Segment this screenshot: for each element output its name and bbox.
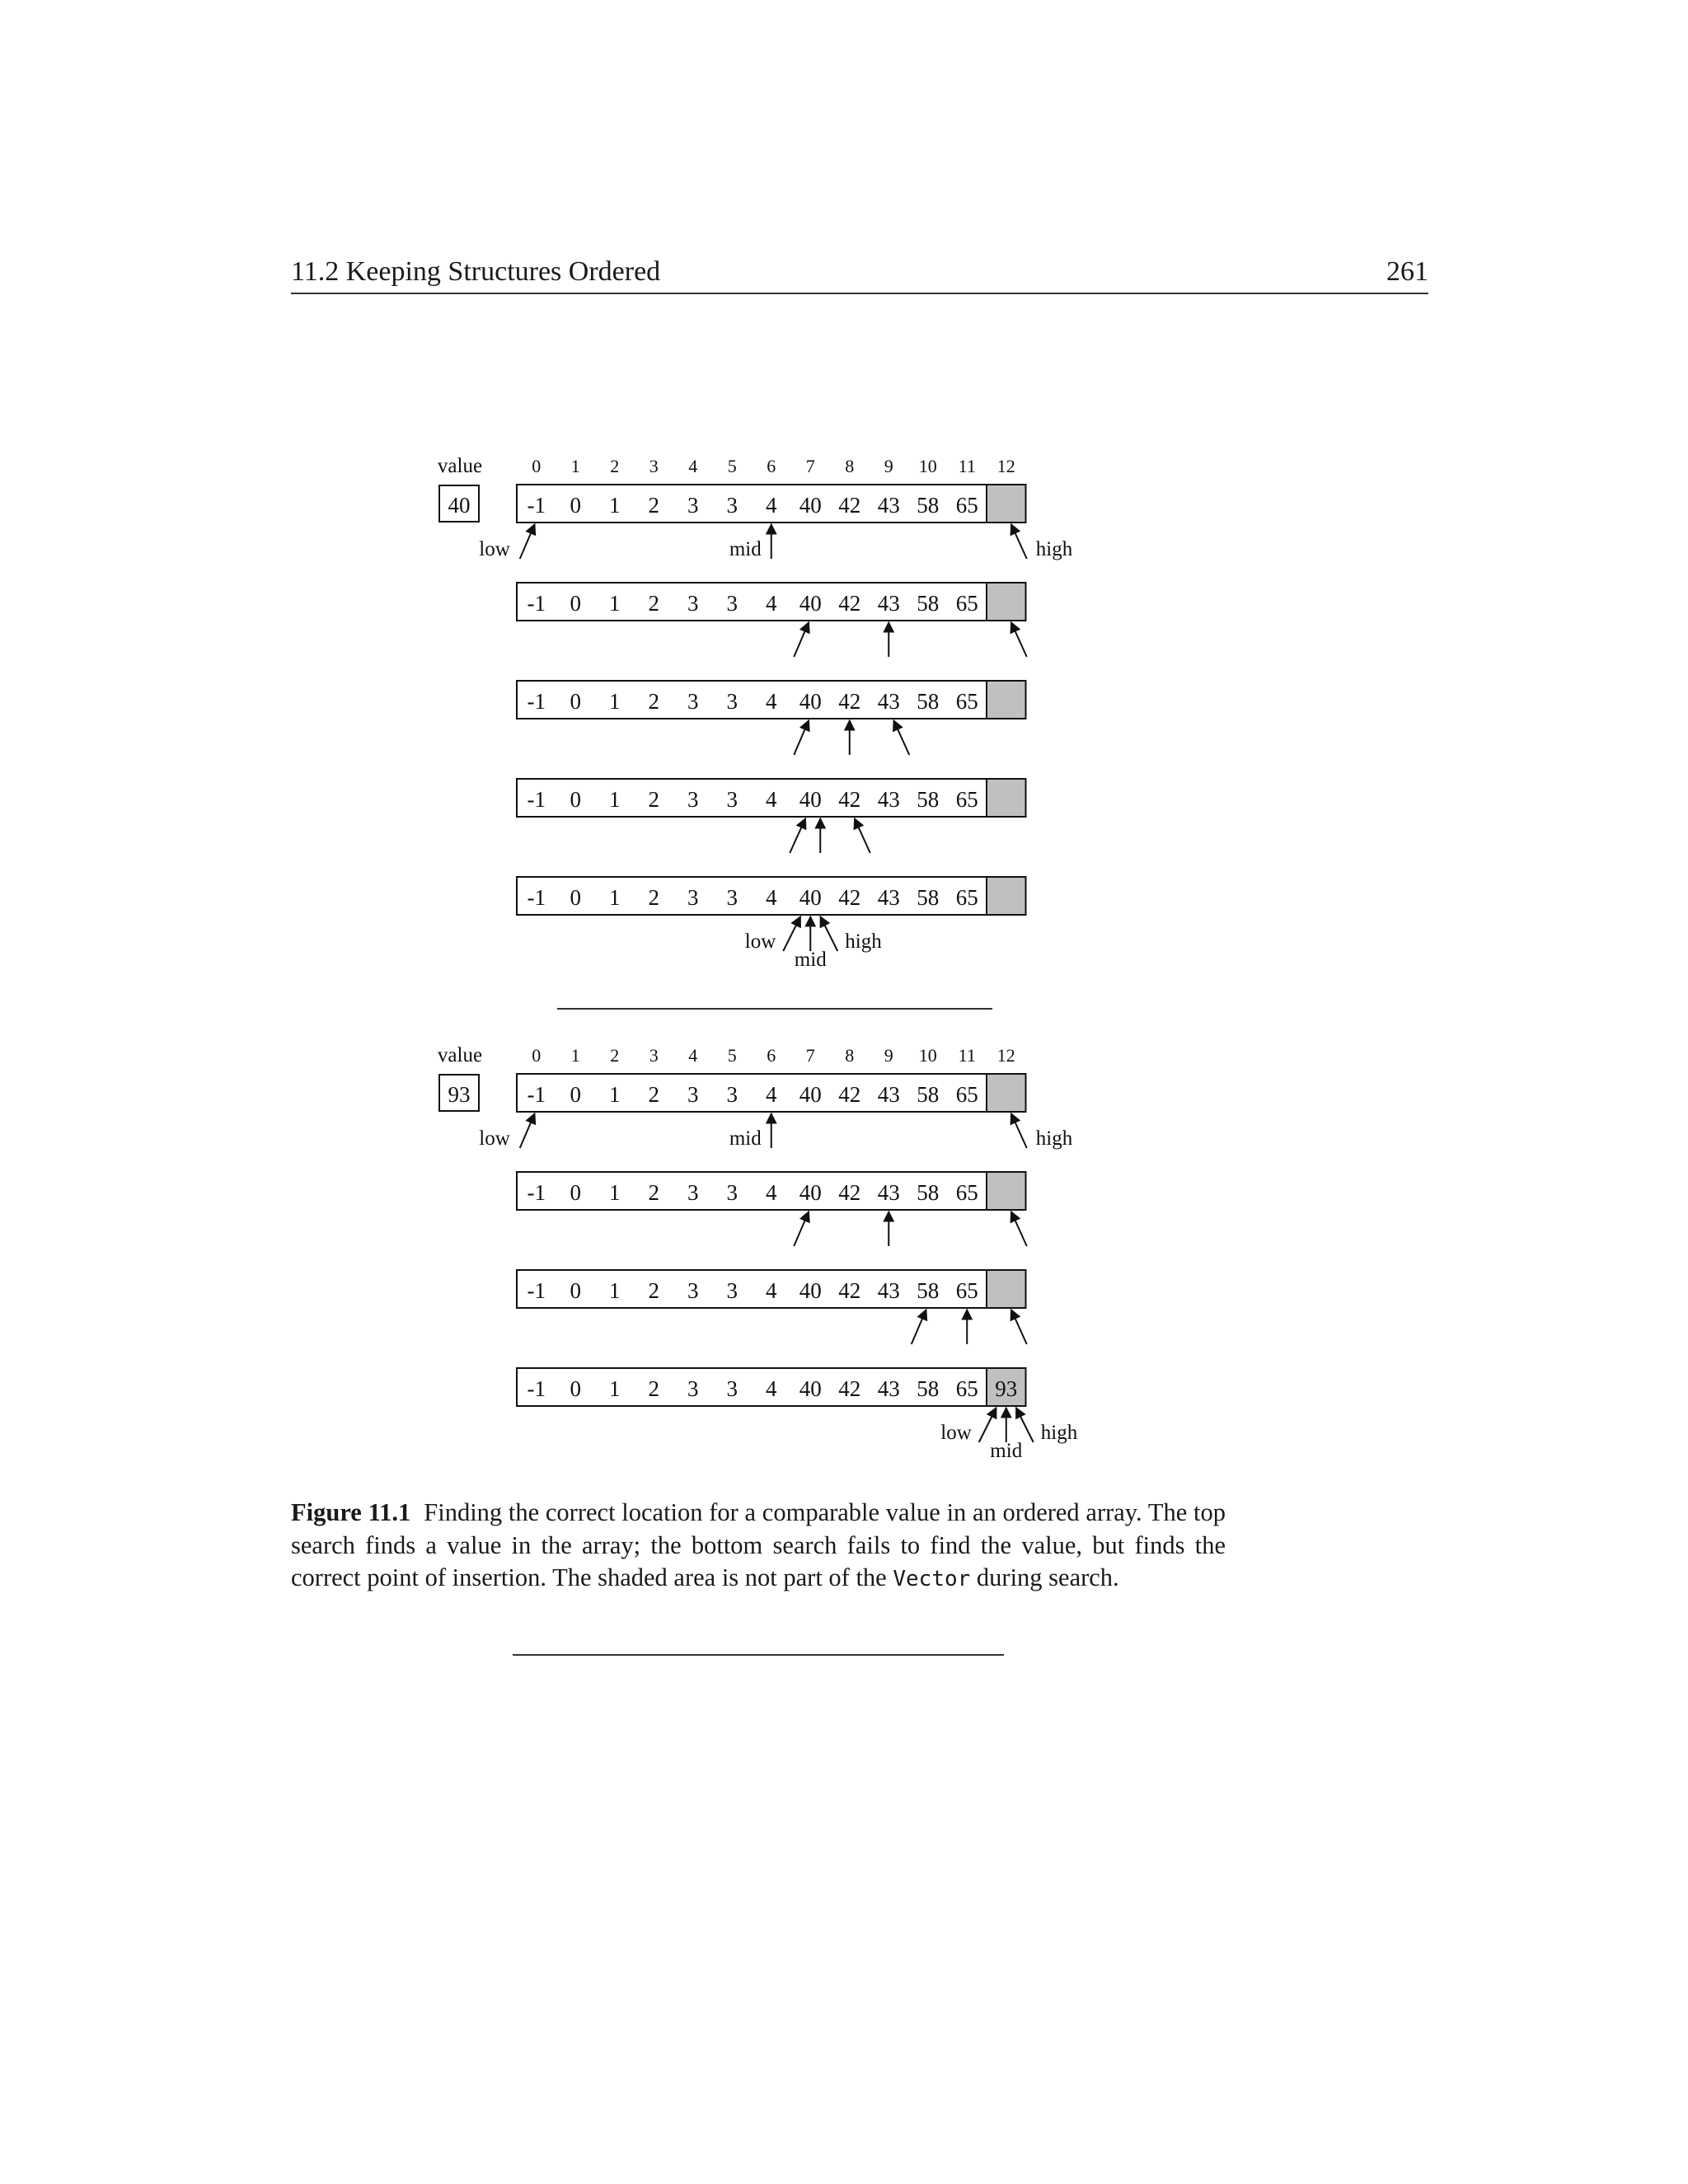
index-label: 0	[532, 456, 542, 476]
array-value: -1	[527, 1376, 546, 1401]
array-value: 0	[570, 787, 581, 812]
array-value: 40	[799, 689, 822, 714]
array-value: 1	[609, 591, 621, 616]
array-value: 1	[609, 1082, 621, 1107]
array-value: 42	[838, 1180, 861, 1205]
array-value: 3	[687, 1180, 699, 1205]
array-value: 43	[877, 885, 900, 910]
array-value: 3	[726, 591, 738, 616]
array-value: 2	[648, 1180, 659, 1205]
array-value: 58	[917, 591, 940, 616]
array-value: 2	[648, 689, 659, 714]
low-label: low	[479, 538, 510, 560]
array-value: 3	[687, 591, 699, 616]
low-arrow	[912, 1310, 926, 1344]
array-value: 40	[799, 1082, 822, 1107]
array-value: 4	[766, 1376, 777, 1401]
index-label: 7	[805, 1045, 815, 1066]
array-value: 4	[766, 1180, 777, 1205]
array-value: 65	[955, 1376, 978, 1401]
shaded-cell	[987, 877, 1026, 915]
shaded-cell	[987, 1074, 1026, 1112]
array-value: -1	[527, 591, 546, 616]
array-value: 58	[917, 1180, 940, 1205]
array-value: 0	[570, 1278, 581, 1303]
array-value: 40	[799, 885, 822, 910]
shaded-cell	[987, 681, 1026, 719]
bottom-rule	[513, 1654, 1004, 1656]
array-value: 40	[799, 1180, 822, 1205]
high-arrow	[1011, 1310, 1027, 1344]
mid-label: mid	[729, 538, 762, 560]
value-label: value	[437, 455, 483, 477]
search-value: 93	[448, 1082, 471, 1107]
caption-label: Figure 11.1	[291, 1498, 411, 1526]
array-value: 3	[726, 1376, 738, 1401]
array-value: 0	[570, 1376, 581, 1401]
index-label: 1	[570, 456, 580, 476]
low-arrow	[794, 1212, 809, 1246]
caption-text-before: Finding the correct location for a comparable value in an ordered array. The top search finds a value in the array; the bottom search fails to find the value, but finds the correct point of insertion. The shaded area is not part of the	[291, 1498, 1226, 1591]
array-value: 1	[609, 885, 621, 910]
array-value: 65	[955, 1082, 978, 1107]
index-label: 5	[727, 1045, 737, 1066]
high-arrow	[1011, 1212, 1027, 1246]
page-number: 261	[1386, 256, 1428, 287]
index-label: 4	[688, 456, 698, 476]
array-value: 3	[687, 689, 699, 714]
low-label: low	[479, 1127, 510, 1150]
low-label: low	[744, 930, 776, 953]
shaded-cell	[987, 1270, 1026, 1308]
array-value: 1	[609, 689, 621, 714]
index-label: 2	[610, 1045, 620, 1066]
shaded-cell	[987, 1172, 1026, 1210]
high-arrow	[855, 818, 870, 853]
array-value: -1	[527, 493, 546, 518]
high-arrow	[893, 720, 909, 755]
index-label: 6	[767, 456, 776, 476]
low-arrow	[794, 720, 809, 755]
low-arrow	[520, 1113, 535, 1148]
array-value: 2	[648, 591, 659, 616]
array-value: 42	[838, 885, 861, 910]
array-value: 2	[648, 787, 659, 812]
index-label: 11	[958, 456, 976, 476]
array-value: 3	[687, 787, 699, 812]
shaded-cell	[987, 779, 1026, 817]
array-value: 4	[766, 1278, 777, 1303]
high-arrow	[1011, 1113, 1027, 1148]
figure-caption	[291, 1497, 1226, 1596]
array-value: 4	[766, 689, 777, 714]
array-value: 58	[917, 787, 940, 812]
array-value: 2	[648, 885, 659, 910]
array-value: -1	[527, 1180, 546, 1205]
index-label: 1	[570, 1045, 580, 1066]
array-value: 40	[799, 787, 822, 812]
array-value: 0	[570, 885, 581, 910]
array-value: 42	[838, 787, 861, 812]
index-label: 3	[649, 456, 659, 476]
index-label: 6	[767, 1045, 776, 1066]
array-value: 3	[687, 885, 699, 910]
index-label: 12	[996, 1045, 1015, 1066]
array-value: 3	[726, 689, 738, 714]
array-value: 65	[955, 493, 978, 518]
array-value: -1	[527, 787, 546, 812]
index-label: 10	[918, 456, 937, 476]
array-value: 42	[838, 1278, 861, 1303]
high-label: high	[1040, 1422, 1078, 1444]
index-label: 11	[958, 1045, 976, 1066]
high-arrow	[820, 916, 837, 951]
high-label: high	[845, 930, 882, 953]
caption-text-after: during search.	[970, 1563, 1119, 1591]
array-value: 2	[648, 493, 659, 518]
high-label: high	[1035, 538, 1073, 560]
array-value: 3	[726, 1278, 738, 1303]
array-value: 3	[687, 493, 699, 518]
mid-label: mid	[729, 1127, 762, 1150]
array-value: 3	[726, 885, 738, 910]
high-arrow	[1011, 524, 1027, 559]
mid-label: mid	[794, 949, 827, 971]
inserted-value: 93	[995, 1376, 1018, 1401]
array-value: 1	[609, 1376, 621, 1401]
array-value: 3	[687, 1278, 699, 1303]
shaded-cell	[987, 485, 1026, 523]
index-label: 2	[610, 456, 620, 476]
array-value: 4	[766, 1082, 777, 1107]
array-value: 4	[766, 787, 777, 812]
array-value: 1	[609, 1278, 621, 1303]
array-value: 2	[648, 1376, 659, 1401]
array-value: 3	[687, 1376, 699, 1401]
index-label: 3	[649, 1045, 659, 1066]
value-label: value	[437, 1044, 483, 1066]
array-value: 43	[877, 591, 900, 616]
low-arrow	[979, 1408, 996, 1442]
array-value: 65	[955, 1180, 978, 1205]
low-arrow	[790, 818, 805, 853]
array-value: 42	[838, 591, 861, 616]
array-value: 42	[838, 689, 861, 714]
array-value: 42	[838, 493, 861, 518]
array-value: 43	[877, 787, 900, 812]
array-value: 40	[799, 1278, 822, 1303]
array-value: -1	[527, 885, 546, 910]
array-value: 58	[917, 1376, 940, 1401]
array-value: 43	[877, 493, 900, 518]
array-value: 65	[955, 689, 978, 714]
array-value: 43	[877, 1376, 900, 1401]
index-label: 10	[918, 1045, 937, 1066]
array-value: 43	[877, 1180, 900, 1205]
array-value: 3	[726, 1180, 738, 1205]
array-value: 0	[570, 1082, 581, 1107]
index-label: 8	[845, 456, 855, 476]
array-value: 58	[917, 493, 940, 518]
array-value: 40	[799, 591, 822, 616]
high-arrow	[1011, 622, 1027, 657]
array-value: 65	[955, 591, 978, 616]
array-value: 3	[726, 493, 738, 518]
index-label: 9	[884, 1045, 893, 1066]
array-value: 1	[609, 493, 621, 518]
array-value: 42	[838, 1376, 861, 1401]
array-value: 0	[570, 493, 581, 518]
array-value: 65	[955, 787, 978, 812]
array-value: 4	[766, 493, 777, 518]
array-value: 65	[955, 1278, 978, 1303]
array-value: 43	[877, 689, 900, 714]
array-value: 3	[726, 787, 738, 812]
low-arrow	[520, 524, 535, 559]
shaded-cell	[987, 583, 1026, 621]
array-value: 0	[570, 689, 581, 714]
array-value: 1	[609, 1180, 621, 1205]
array-value: 43	[877, 1278, 900, 1303]
array-value: 4	[766, 885, 777, 910]
array-value: 58	[917, 1278, 940, 1303]
array-value: 3	[687, 1082, 699, 1107]
high-label: high	[1035, 1127, 1073, 1150]
array-value: 0	[570, 1180, 581, 1205]
array-value: 42	[838, 1082, 861, 1107]
array-value: 40	[799, 1376, 822, 1401]
array-value: 58	[917, 1082, 940, 1107]
array-value: 65	[955, 885, 978, 910]
low-arrow	[794, 622, 809, 657]
array-value: 3	[726, 1082, 738, 1107]
high-arrow	[1016, 1408, 1034, 1442]
array-value: 2	[648, 1082, 659, 1107]
index-label: 9	[884, 456, 893, 476]
array-value: 0	[570, 591, 581, 616]
index-label: 7	[805, 456, 815, 476]
array-value: 40	[799, 493, 822, 518]
index-label: 5	[727, 456, 737, 476]
mid-label: mid	[990, 1440, 1023, 1462]
array-value: 1	[609, 787, 621, 812]
index-label: 12	[996, 456, 1015, 476]
index-label: 4	[688, 1045, 698, 1066]
low-label: low	[940, 1422, 972, 1444]
section-title: 11.2 Keeping Structures Ordered	[291, 256, 661, 287]
array-value: 58	[917, 885, 940, 910]
array-value: -1	[527, 1278, 546, 1303]
caption-code-vector: Vector	[893, 1567, 971, 1591]
search-value: 40	[448, 493, 471, 518]
array-value: -1	[527, 689, 546, 714]
array-value: 58	[917, 689, 940, 714]
array-value: 2	[648, 1278, 659, 1303]
index-label: 0	[532, 1045, 542, 1066]
array-value: 43	[877, 1082, 900, 1107]
array-value: -1	[527, 1082, 546, 1107]
array-value: 4	[766, 591, 777, 616]
index-label: 8	[845, 1045, 855, 1066]
low-arrow	[783, 916, 800, 951]
